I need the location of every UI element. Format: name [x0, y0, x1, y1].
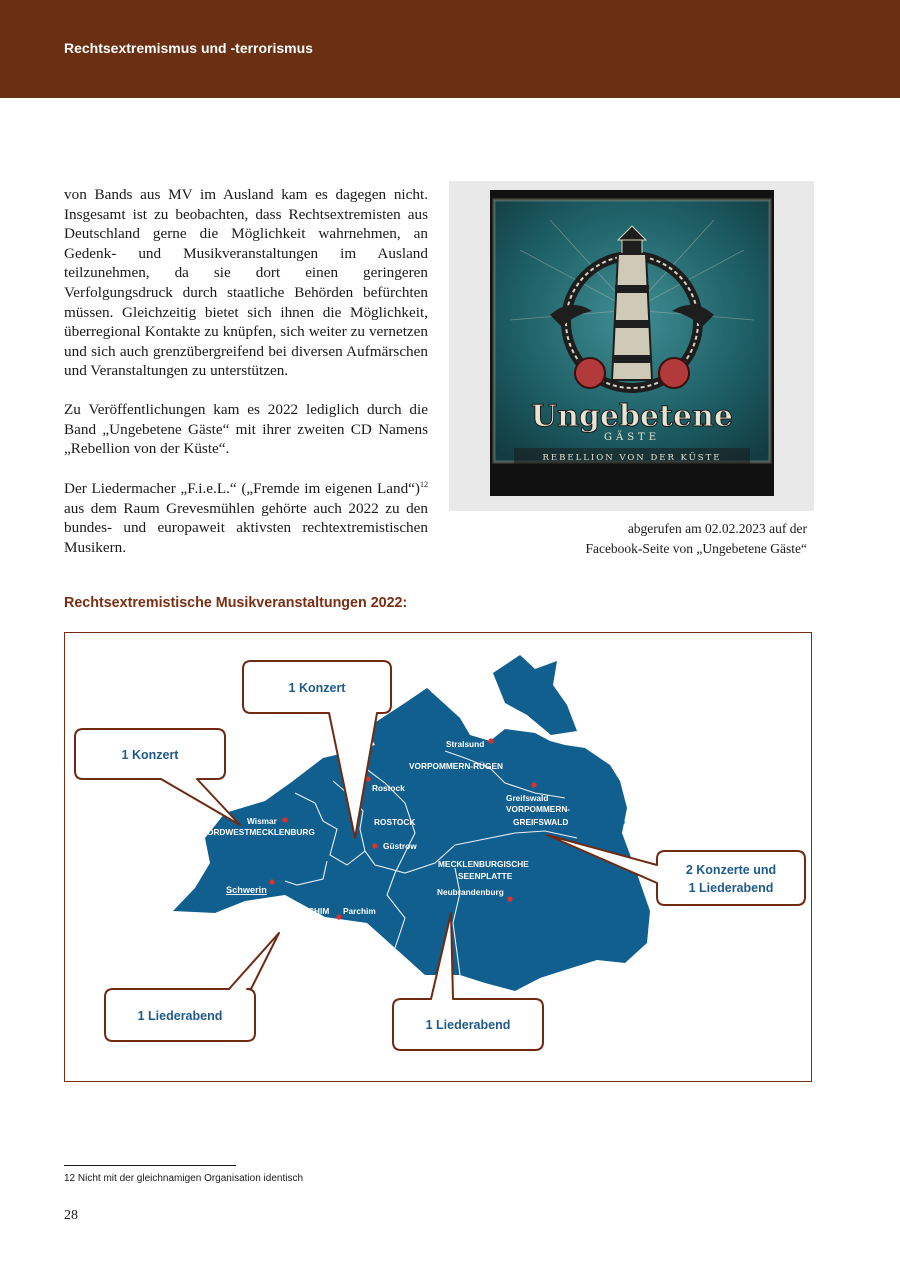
label-stralsund: Stralsund: [446, 739, 485, 749]
paragraph-3: [64, 479, 428, 557]
image-caption-line2: Facebook-Seite von „Ungebetene Gäste“: [585, 541, 807, 556]
album-title: REBELLION VON DER KÜSTE: [542, 453, 722, 463]
callout-bottom-mid-text: 1 Liederabend: [425, 1018, 511, 1032]
marker-parchim: [336, 914, 341, 919]
label-nordwestmecklenburg: NORDWESTMECKLENBURG: [201, 827, 315, 837]
label-neubrandenburg: Neubrandenburg: [437, 887, 504, 897]
paragraph-1: von Bands aus MV im Ausland kam es dagegen nicht. Insgesamt ist zu beobachten, dass Rechtsextremisten aus Deutschland gerne die Möglichkeit wahrnehmen, an Gedenk- und Musikveranstaltungen im Ausland teilzunehmen, da sie dort einen geringeren Verfolgungsdruck durch staatliche Behörden befürchten müssen. Gleichzeitig bietet sich ihnen die Möglichkeit, überregional Kontakte zu knüpfen, sich weiter zu vernetzen und sich auch grenzübergreifend bei diversen Aufmärschen und Veranstaltungen zu unterstützen.: [64, 186, 428, 380]
map-figure: [64, 632, 812, 1082]
paragraph-3-start: Der Liedermacher „F.i.e.L.“ („Fremde im eigenen Land“): [64, 480, 420, 497]
page-header: [0, 0, 900, 98]
label-greifswald: Greifswald: [506, 793, 549, 803]
album-band-name: Ungebetene: [531, 399, 733, 434]
page-number: 28: [64, 1208, 78, 1223]
callout-bottom-left-text: 1 Liederabend: [137, 1009, 223, 1023]
paragraph-3-end: aus dem Raum Grevesmühlen gehörte auch 2022 zu den bundes- und europaweit aktivsten rechtextremistischen Musikern.: [64, 499, 428, 556]
marker-greifswald: [531, 782, 536, 787]
marker-neubrandenburg: [507, 896, 512, 901]
album-cover: [490, 190, 774, 496]
header-title: Rechtsextremismus und -terrorismus: [64, 40, 313, 56]
footnote: 12 Nicht mit der gleichnamigen Organisation identisch: [64, 1173, 304, 1184]
label-vorpommern-greifswald-2: GREIFSWALD: [513, 817, 569, 827]
image-caption-line1: abgerufen am 02.02.2023 auf der: [627, 521, 807, 536]
marker-guestrow: [372, 843, 377, 848]
marker-stralsund: [488, 738, 493, 743]
label-vorpommern-greifswald-1: VORPOMMERN-: [506, 804, 571, 814]
label-seenplatte-2: SEENPLATTE: [458, 871, 513, 881]
label-schwerin: Schwerin: [226, 885, 267, 895]
callout-right-text-1: 2 Konzerte und: [685, 863, 777, 877]
land-ruegen: [493, 655, 577, 735]
callout-left-text: 1 Konzert: [121, 748, 179, 762]
album-cover-art: [490, 190, 774, 496]
album-band-sub: GÄSTE: [603, 432, 661, 443]
callout-bottom-left: [105, 933, 279, 1041]
label-ludwigslust-parchim: LUDWIGSLUST-PARCHIM: [228, 906, 330, 916]
marker-wismar: [282, 817, 287, 822]
callout-right-text-2: 1 Liederabend: [688, 881, 774, 895]
callout-top-text: 1 Konzert: [288, 681, 346, 695]
mv-map: [65, 633, 811, 1081]
label-rostock: Rostock: [372, 783, 405, 793]
label-wismar: Wismar: [247, 816, 277, 826]
footnote-ref: 12: [420, 479, 428, 489]
label-seenplatte-1: MECKLENBURGISCHE: [438, 859, 529, 869]
marker-schwerin: [269, 879, 274, 884]
label-vorpommern-ruegen: VORPOMMERN-RÜGEN: [409, 761, 504, 771]
label-guestrow: Güstrow: [383, 841, 417, 851]
footnote-divider: [64, 1165, 236, 1166]
callout-left: [75, 729, 240, 825]
label-parchim: Parchim: [343, 906, 376, 916]
section-title: Rechtsextremistische Musikveranstaltungen 2022:: [64, 595, 408, 611]
label-district-rostock: ROSTOCK: [374, 817, 416, 827]
paragraph-2: Zu Veröffentlichungen kam es 2022 lediglich durch die Band „Ungebetene Gäste“ mit ihrer zweiten CD Namens „Rebellion von der Küste“.: [64, 401, 428, 458]
